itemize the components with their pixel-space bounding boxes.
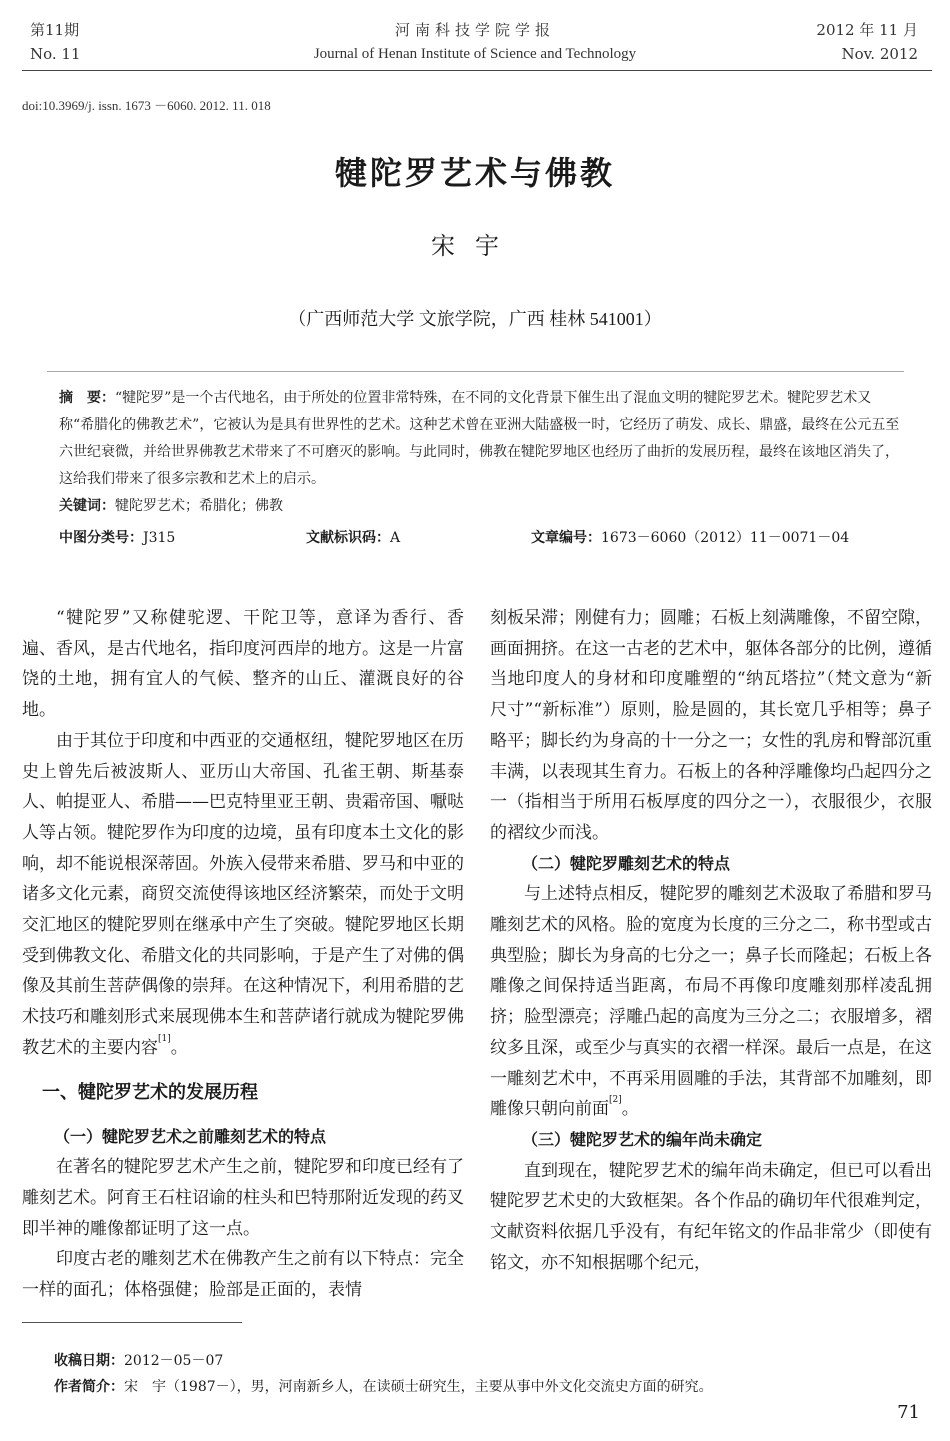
received-label: 收稿日期： [54,1353,124,1369]
received-date [54,1351,223,1371]
header-rule [22,70,932,71]
journal-cn: 河南科技学院学报 [394,21,555,39]
author-bio [54,1377,713,1397]
date-en: Nov. 2012 [841,45,918,63]
left-column [22,603,464,1306]
doi: doi:10.3969/j. issn. 1673 －6060. 2012. 11. 018 [22,98,271,113]
abstract-text: “犍陀罗”是一个古代地名，由于所处的位置非常特殊，在不同的文化背景下催生出了混血文明的犍陀罗艺术。犍陀罗艺术又称“希腊化的佛教艺术”，它被认为是具有世界性的艺术。这种艺术曾在亚洲大陆盛极一时，它经历了萌发、成长、鼎盛，最终在公元五至六世纪衰微，并给世界佛教艺术带来了不可磨灭的影响。与此同时，佛教在犍陀罗地区也经历了曲折的发展历程，最终在该地区消失了，这给我们带来了很多宗教和艺术上的启示。 [59,390,900,487]
paragraph-end: 。 [170,1037,188,1058]
abstract-block [47,385,902,520]
doccode-label: 文献标识码： [306,530,390,546]
paragraph: 印度古老的雕刻艺术在佛教产生之前有以下特点：完全一样的面孔；体格强健；脸部是正面的，表情 [22,1249,464,1301]
paragraph: 刻板呆滞；刚健有力；圆雕；石板上刻满雕像，不留空隙，画面拥挤。在这一古老的艺术中，躯体各部分的比例，遵循当地印度人的身材和印度雕塑的“纳瓦塔拉”（梵文意为“新尺寸”“新标准”）原则，脸是圆的，其长宽几乎相等；鼻子略平；脚长约为身高的十一分之一；女性的乳房和臀部沉重丰满，以表现其生育力。石板上的各种浮雕像均凸起四分之一（指相当于所用石板厚度的四分之一），衣服很少，衣服的褶纹少而浅。 [490,608,932,843]
paragraph: “犍陀罗”又称健驼逻、干陀卫等，意译为香行、香遍、香风，是古代地名，指印度河西岸的地方。这是一片富饶的土地，拥有宜人的气候、整齐的山丘、灌溉良好的谷地。 [22,608,464,721]
affiliation: （广西师范大学 文旅学院，广西 桂林 541001） [288,309,662,329]
subsection-heading: （一）犍陀罗艺术之前雕刻艺术的特点 [54,1126,327,1146]
footnote-rule [22,1322,242,1323]
subsection-heading: （三）犍陀罗艺术的编年尚未确定 [522,1129,763,1149]
paragraph-text: 与上述特点相反，犍陀罗的雕刻艺术汲取了希腊和罗马雕刻艺术的风格。脸的宽度为长度的三分之二，称书型或古典型脸；脚长为身高的七分之一；鼻子长而隆起；石板上各雕像之间保持适当距离，布局不再像印度雕刻那样凌乱拥挤；脸型漂亮；浮雕凸起的高度为三分之二；衣服增多，褶纹多且深，或至少与真实的衣褶一样深。最后一点是，在这一雕刻艺术中，不再采用圆雕的手法，其背部不加雕刻，即雕像只朝向前面 [490,884,932,1120]
issue-cn: 第11期 [30,21,80,39]
keywords: 犍陀罗艺术；希腊化；佛教 [115,498,283,514]
paragraph: 在著名的犍陀罗艺术产生之前，犍陀罗和印度已经有了雕刻艺术。阿育王石柱诏谕的柱头和巴特那附近发现的药叉即半神的雕像都证明了这一点。 [22,1157,464,1239]
citation[interactable]: [1] [158,1033,171,1044]
doccode-value: A [390,530,401,546]
right-column [490,603,932,1278]
keywords-label: 关键词： [59,498,115,514]
paragraph-end: 。 [621,1099,639,1120]
bio-text: 宋 宇（1987－），男，河南新乡人，在读硕士研究生，主要从事中外文化交流史方面的研究。 [124,1379,713,1395]
paragraph-text: 由于其位于印度和中西亚的交通枢纽，犍陀罗地区在历史上曾先后被波斯人、亚历山大帝国、孔雀王朝、斯基泰人、帕提亚人、希腊——巴克特里亚王朝、贵霜帝国、嚈哒人等占领。犍陀罗作为印度的边境，虽有印度本土文化的影响，却不能说根深蒂固。外族入侵带来希腊、罗马和中亚的诸多文化元素，商贸交流使得该地区经济繁荣，而处于文明交汇地区的犍陀罗则在继承中产生了突破。犍陀罗地区长期受到佛教文化、希腊文化的共同影响，于是产生了对佛的偶像及其前生菩萨偶像的崇拜。在这种情况下，利用希腊的艺术技巧和雕刻形式来展现佛本生和菩萨诸行就成为犍陀罗佛教艺术的主要内容 [22,730,464,1058]
paragraph [22,726,464,1064]
received-value: 2012－05－07 [124,1353,224,1369]
clc-value: J315 [143,530,176,546]
section-heading: 一、犍陀罗艺术的发展历程 [42,1081,258,1103]
page-title: 犍陀罗艺术与佛教 [334,154,615,192]
page-number: 71 [897,1402,920,1423]
clc-label: 中图分类号： [59,530,143,546]
bio-label: 作者简介： [54,1379,124,1395]
citation[interactable]: [2] [609,1095,622,1106]
abstract-top-rule [47,371,904,372]
subsection-heading: （二）犍陀罗雕刻艺术的特点 [522,853,731,873]
abstract-label: 摘 要： [59,390,115,406]
date-cn: 2012 年 11 月 [816,21,918,39]
articleno-label: 文章编号： [531,530,601,546]
journal-en: Journal of Henan Institute of Science and Technology [313,46,637,62]
author: 宋宇 [431,232,519,260]
paragraph [490,879,932,1125]
paragraph: 直到现在，犍陀罗艺术的编年尚未确定，但已可以看出犍陀罗艺术史的大致框架。各个作品的确切年代很难判定，文献资料依据几乎没有，有纪年铭文的作品非常少（即使有铭文，亦不知根据哪个纪元， [490,1160,932,1273]
issue-en: No. 11 [30,45,81,63]
articleno-value: 1673－6060（2012）11－0071－04 [601,530,850,546]
